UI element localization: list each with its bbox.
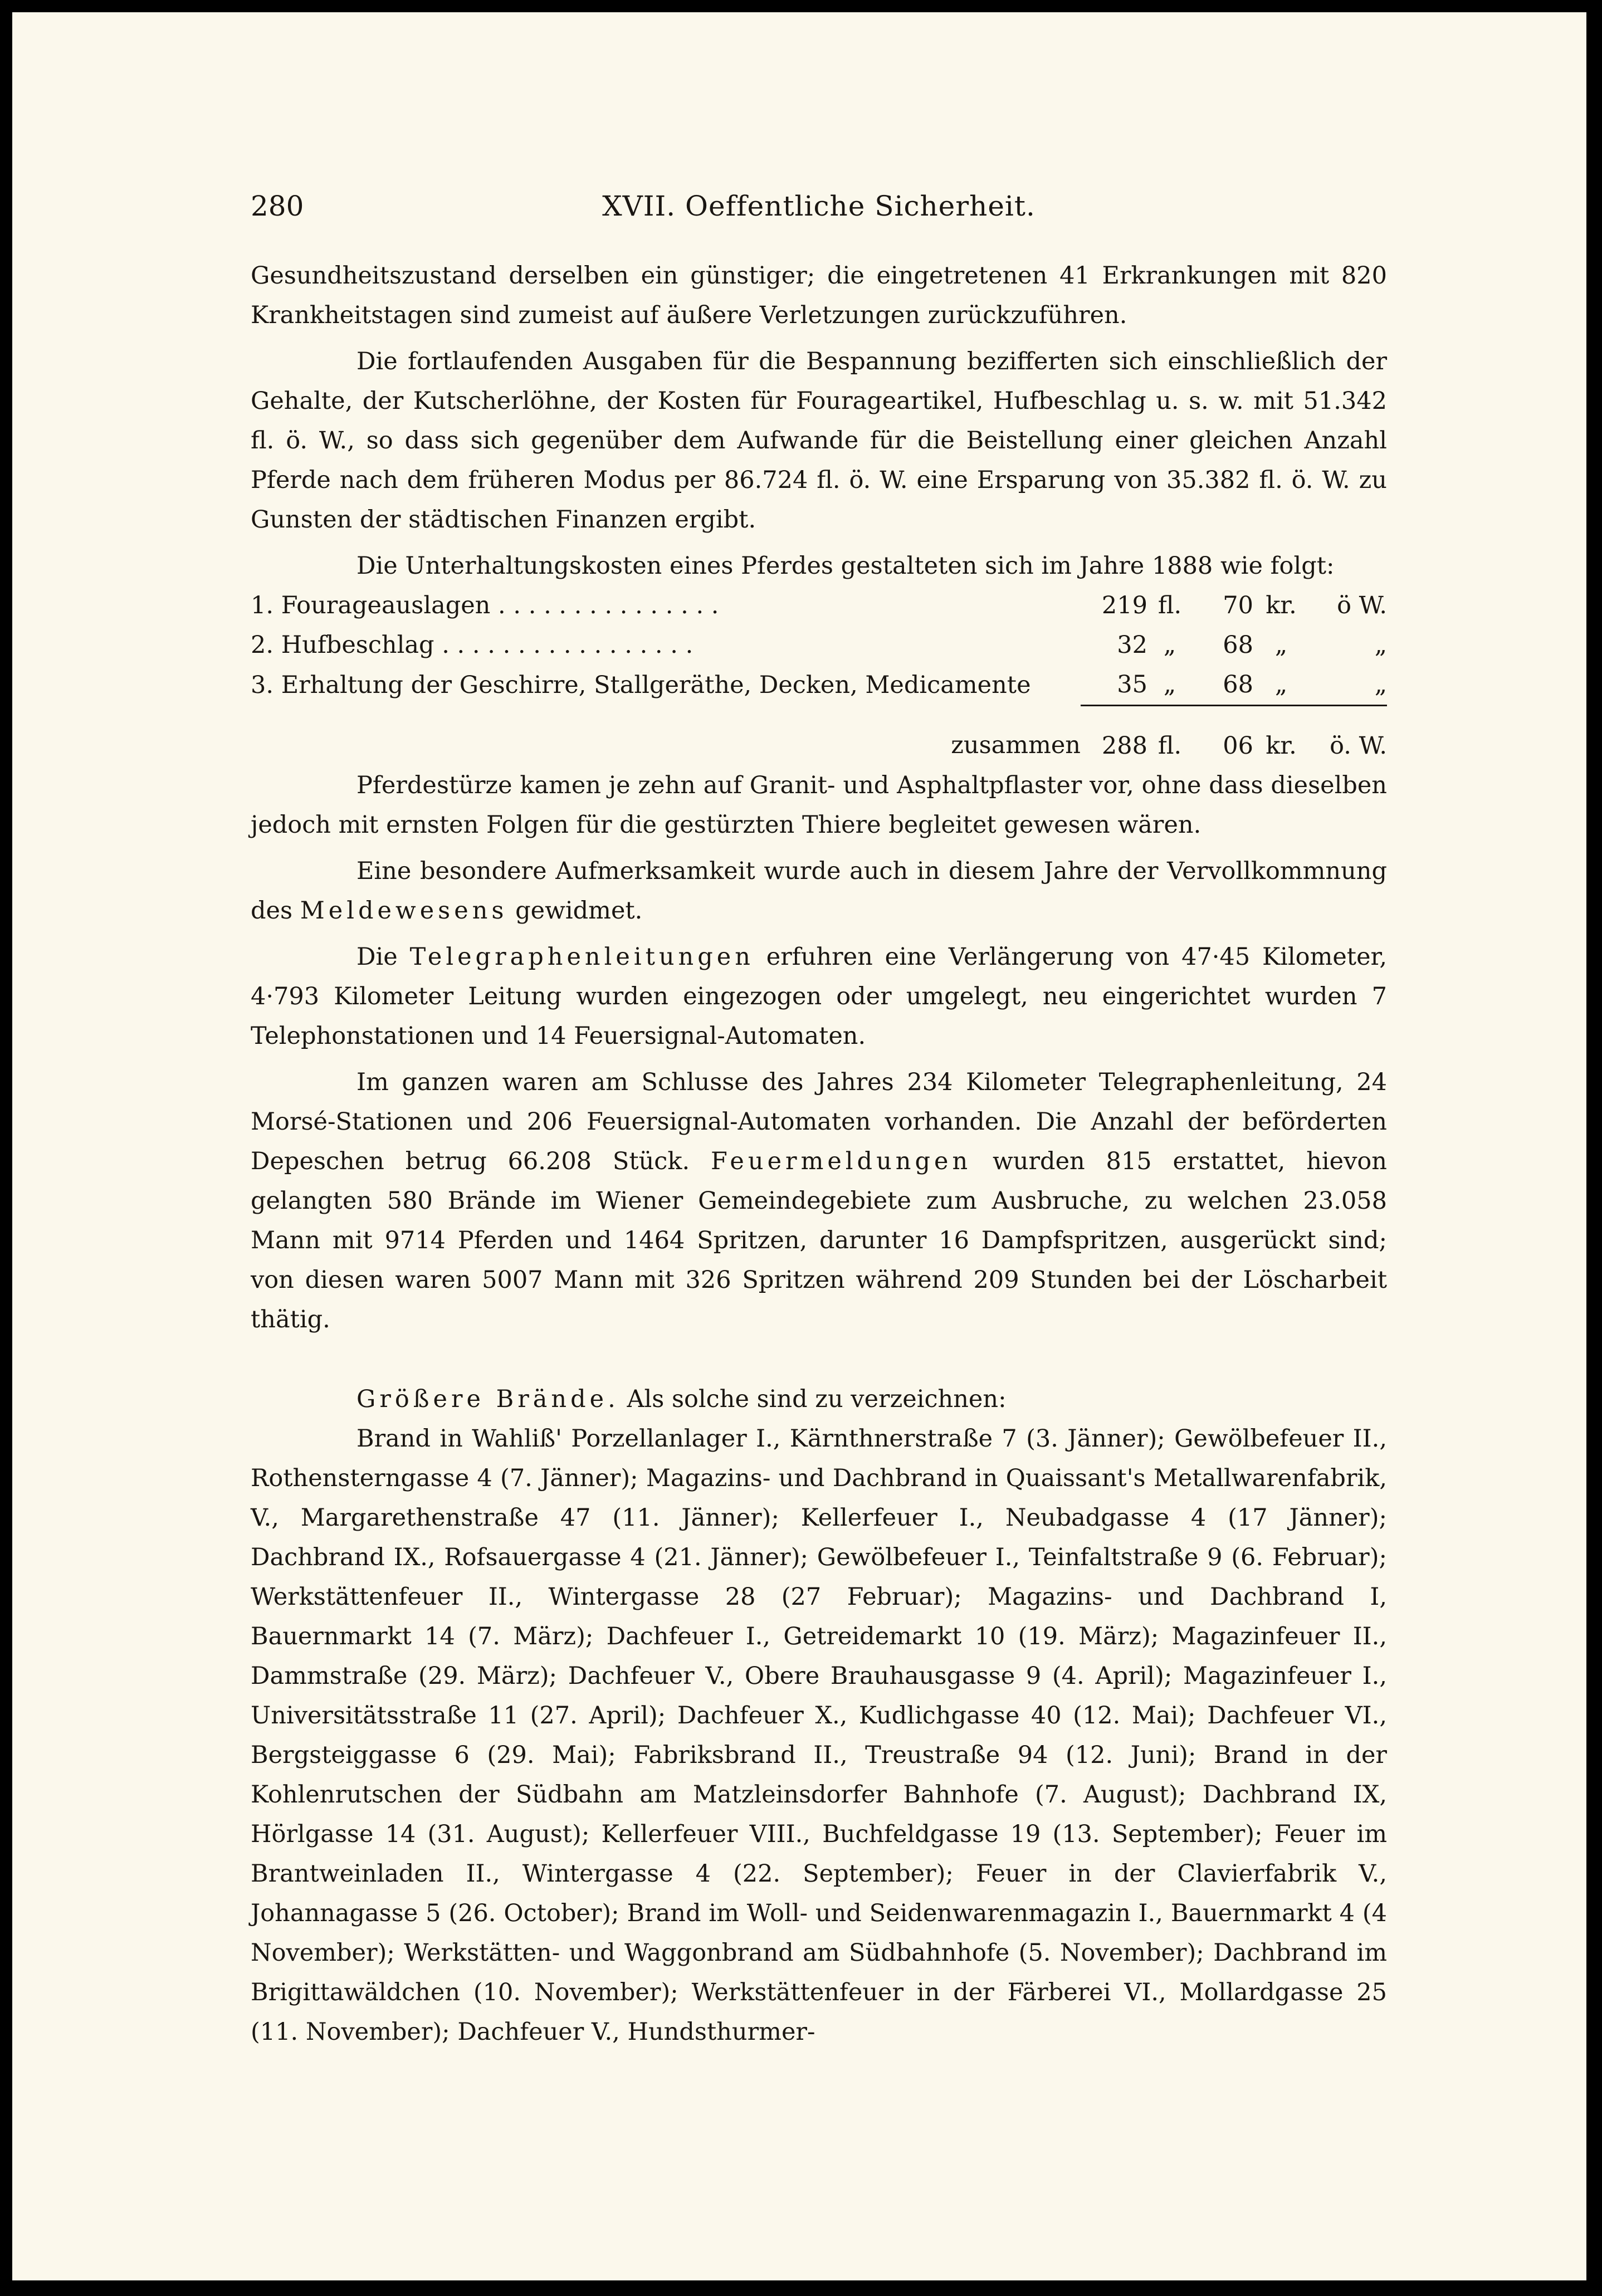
paragraph-fire-list: Brand in Wahliß' Porzellanlager I., Kärnthnerstraße 7 (3. Jänner); Gewölbefeuer II., Rothensterngasse 4 (7. Jänner); Magazins- und Dachbrand in Quaissant's Metallwarenfabrik, V., Margarethenstraße 47 (11. Jänner); Kellerfeuer I., Neubadgasse 4 (17 Jänner); Dachbrand IX., Rofsauergasse 4 (21. Jänner); Gewölbefeuer I., Teinfaltstraße 9 (6. Februar); Werkstättenfeuer II., Wintergasse 28 (27 Februar); Magazins- und Dachbrand I, Bauernmarkt 14 (7. März); Dachfeuer I., Getreidemarkt 10 (19. März); Magazinfeuer II., Dammstraße (29. März); Dachfeuer V., Obere Brauhausgasse 9 (4. April); Magazinfeuer I., Universitätsstraße 11 (27. April); Dachfeuer X., Kudlichgasse 40 (12. Mai); Dachfeuer VI., Bergsteiggasse 6 (29. Mai); Fabriksbrand II., Treustraße 94 (12. Juni); Brand in der Kohlenrutschen der Südbahn am Matzleinsdorfer Bahnhofe (7. August); Dachbrand IX, Hörlgasse 14 (31. August); Kellerfeuer VIII., Buchfeldgasse 19 (13. September); Feuer im Brantweinladen II., Wintergasse 4 (22. September); Feuer in der Clavierfabrik V., Johannagasse 5 (26. October); Brand im Woll- und Seidenwarenmagazin I., Bauernmarkt 4 (4 November); Werkstätten- und Waggonbrand am Südbahnhofe (5. November); Dachbrand im Brigittawäldchen (10. November); Werkstättenfeuer in der Färberei VI., Mollardgasse 25 (11. November); Dachfeuer V., Hundsthurmer-	[251, 1425, 1387, 2046]
cost-currency: „	[1374, 671, 1387, 698]
cost-total-row	[251, 706, 1387, 766]
page-content	[251, 189, 1387, 2059]
paragraph-fire-reports	[251, 1063, 1387, 1340]
cost-kreuzer-unit: kr.	[1266, 592, 1297, 619]
cost-kreuzer-unit: „	[1274, 671, 1288, 698]
cost-kreuzer: 68	[1223, 631, 1253, 659]
section-heading-fires	[251, 1380, 1387, 1419]
text-run: wurden 815 erstattet, hievon gelangten 580 Brände im Wiener Gemeindegebiete zum Ausbruche, zu welchen 23.058 Mann mit 9714 Pferden und 1464 Spritzen, darunter 16 Dampfspritzen, ausgerückt sind; von diesen waren 5007 Mann mit 326 Spritzen während 209 Stunden bei der Löscharbeit thätig.	[251, 1147, 1387, 1333]
cost-currency: ö W.	[1337, 592, 1387, 619]
leader-dots: . . . . . . . . . . . . . . .	[490, 592, 719, 619]
cost-florin: 219	[1101, 592, 1147, 619]
total-florin: 288	[1081, 706, 1147, 766]
cost-label: 2. Hufbeschlag	[251, 631, 434, 659]
paragraph-expenses: Die fortlaufenden Ausgaben für die Bespannung bezifferten sich einschließlich der Gehalte, der Kutscherlöhne, der Kosten für Fourageartikel, Hufbeschlag u. s. w. mit 51.342 fl. ö. W., so dass sich gegenüber dem Aufwande für die Beistellung einer gleichen Anzahl Pferde nach dem früheren Modus per 86.724 fl. ö. W. eine Ersparung von 35.382 fl. ö. W. zu Gunsten der städtischen Finanzen ergibt.	[251, 348, 1387, 534]
paragraph-health: Gesundheitszustand derselben ein günstiger; die eingetretenen 41 Erkrankungen mit 820 Krankheitstagen sind zumeist auf äußere Verletzungen zurückzuführen.	[251, 262, 1387, 329]
cost-florin: 35	[1117, 671, 1147, 698]
cost-florin-unit: fl.	[1157, 592, 1182, 619]
text-run: erfuhren eine Verlängerung von 47·45 Kilometer, 4·793 Kilometer Leitung wurden eingezogen oder umgelegt, neu eingerichtet wurden 7 Telephonstationen und 14 Feuersignal-Automaten.	[251, 943, 1388, 1050]
cost-row	[251, 626, 1387, 665]
cost-label: 3. Erhaltung der Geschirre, Stallgeräthe, Decken, Medicamente	[251, 671, 1031, 699]
paragraph-horse-falls: Pferdestürze kamen je zehn auf Granit- und Asphaltpflaster vor, ohne dass dieselben jedoch mit ernsten Folgen für die gestürzten Thiere begleitet gewesen wären.	[251, 771, 1387, 839]
cost-table	[251, 586, 1387, 766]
spaced-term: Meldewesens	[300, 897, 508, 925]
cost-label: 1. Fourageauslagen	[251, 592, 491, 619]
scanned-page	[12, 12, 1586, 2280]
cost-currency: „	[1374, 631, 1387, 659]
cost-florin: 32	[1117, 631, 1147, 659]
cost-kreuzer-unit: „	[1274, 631, 1288, 659]
text-run: Als solche sind zu verzeichnen:	[627, 1385, 1007, 1413]
spaced-term: Telegraphenleitungen	[409, 943, 754, 971]
page-number: 280	[251, 190, 304, 222]
total-label: zusammen	[951, 731, 1081, 760]
total-florin-unit: fl.	[1147, 706, 1192, 766]
text-run: Die	[356, 943, 398, 971]
text-run: Im ganzen waren am Schlusse des Jahres 234 Kilometer Telegraphenleitung, 24 Morsé-Stationen und 206 Feuersignal-Automaten vorhanden. Die Anzahl der beförderten Depeschen betrug 66.208 Stück.	[251, 1068, 1387, 1175]
page-header	[251, 189, 1387, 223]
total-kreuzer-unit: kr.	[1253, 706, 1309, 766]
cost-florin-unit: „	[1163, 631, 1176, 659]
paragraph-costs-intro: Die Unterhaltungskosten eines Pferdes gestalteten sich im Jahre 1888 wie folgt:	[356, 552, 1335, 580]
leader-dots: . . . . . . . . . . . . . . . . .	[434, 631, 693, 659]
spaced-term: Größere Brände.	[356, 1385, 619, 1413]
total-kreuzer: 06	[1192, 706, 1253, 766]
cost-kreuzer: 70	[1223, 592, 1253, 619]
text-run: gewidmet.	[515, 897, 643, 925]
total-currency: ö. W.	[1309, 706, 1387, 766]
cost-row	[251, 665, 1387, 706]
cost-row	[251, 586, 1387, 626]
cost-kreuzer: 68	[1223, 671, 1253, 698]
running-title: XVII. Oeffentliche Sicherheit.	[602, 190, 1036, 222]
text-run: Eine besondere Aufmerksamkeit wurde auch in diesem Jahre der Vervollkommnung des	[251, 857, 1387, 925]
paragraph-telegraph	[251, 937, 1387, 1056]
cost-florin-unit: „	[1163, 671, 1176, 698]
spaced-term: Feuermeldungen	[710, 1147, 972, 1175]
section-gap	[251, 1346, 1387, 1380]
paragraph-reporting	[251, 852, 1387, 931]
